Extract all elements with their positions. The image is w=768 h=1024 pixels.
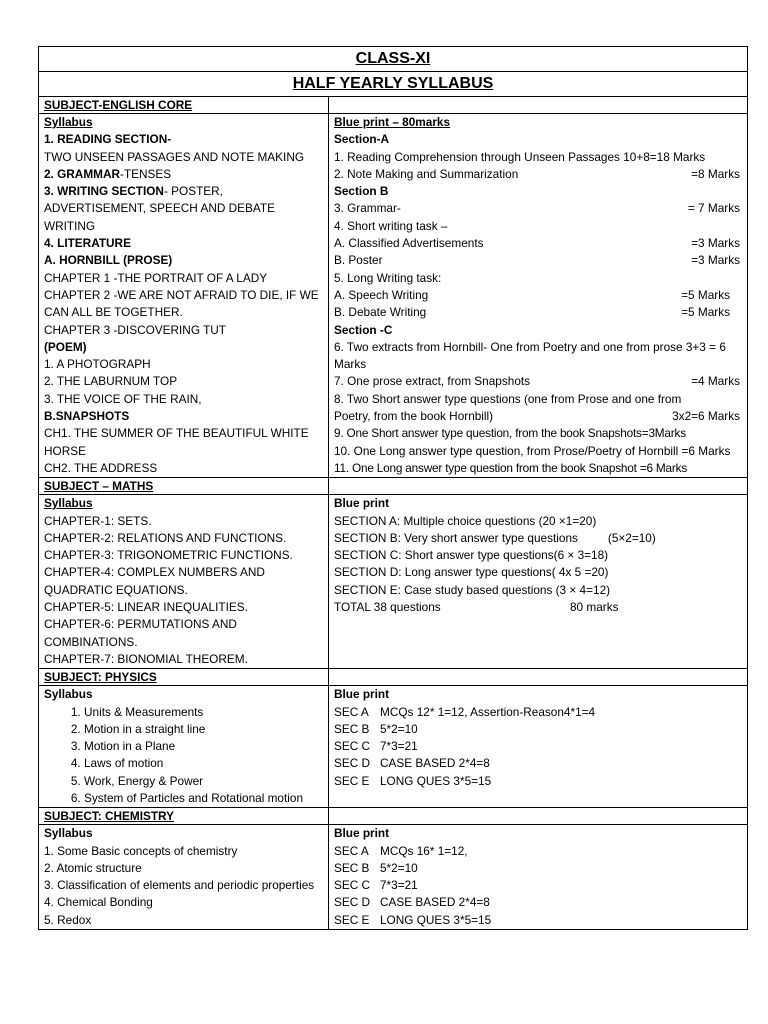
physics-blueprint-item: SEC A MCQs 12* 1=12, Assertion-Reason4*1=4 — [334, 704, 596, 719]
blueprint-item: 11. One Long answer type question from the book Snapshot =6 Marks — [334, 460, 688, 475]
physics-blueprint-item: SEC B 5*2=10 — [334, 721, 418, 736]
physics-topic: 2. Motion in a straight line — [84, 721, 323, 738]
chemistry-blueprint-item: SEC E LONG QUES 3*5=15 — [334, 912, 492, 927]
writing-line: 3. WRITING SECTION- POSTER, ADVERTISEMENT, SPEECH AND DEBATE WRITING — [44, 184, 275, 233]
english-blueprint-heading: Blue print – 80marks — [334, 115, 451, 129]
blueprint-item: 5. Long Writing task: — [334, 270, 442, 285]
chemistry-blueprint-item: SEC C 7*3=21 — [334, 878, 418, 893]
chemistry-blueprint-item: SEC B 5*2=10 — [334, 860, 418, 875]
reading-section-heading: 1. READING SECTION- — [44, 132, 172, 147]
chemistry-subject-row — [39, 808, 748, 825]
maths-syllabus-heading: Syllabus — [44, 496, 93, 511]
chemistry-blueprint-heading: Blue print — [334, 826, 390, 841]
blueprint-item: B. Debate Writing =5 Marks — [334, 305, 730, 320]
syllabus-document — [38, 46, 748, 930]
blueprint-item: Poetry, from the book Hornbill) 3x2=6 Marks — [334, 409, 740, 424]
section-a-heading: Section-A — [334, 132, 390, 147]
chemistry-subject-label: SUBJECT: CHEMISTRY — [39, 808, 329, 825]
physics-blueprint-item: SEC D CASE BASED 2*4=8 — [334, 756, 490, 771]
maths-subject-row — [39, 478, 748, 495]
blueprint-item: 9. One Short answer type question, from the book Snapshots=3Marks — [334, 426, 686, 441]
chemistry-topic: 3. Classification of elements and periodic properties — [44, 878, 315, 893]
grammar-line: 2. GRAMMAR-TENSES — [44, 166, 172, 181]
poem-item: 3. THE VOICE OF THE RAIN, — [44, 391, 202, 406]
maths-subject-label: SUBJECT – MATHS — [39, 478, 329, 495]
maths-chapter: CHAPTER-2: RELATIONS AND FUNCTIONS. — [44, 530, 287, 545]
physics-blueprint-cell — [329, 686, 748, 808]
poem-heading: (POEM) — [44, 339, 87, 354]
literature-heading: 4. LITERATURE — [44, 236, 131, 251]
blueprint-item: 8. Two Short answer type questions (one from Prose and one from — [334, 391, 682, 406]
chemistry-content-row — [39, 825, 748, 930]
physics-topic: 6. System of Particles and Rotational motion — [84, 790, 323, 807]
english-syllabus-heading: Syllabus — [44, 115, 93, 129]
section-c-heading: Section -C — [334, 322, 393, 337]
physics-subject-row — [39, 669, 748, 686]
blueprint-item: 6. Two extracts from Hornbill- One from Poetry and one from prose 3+3 = 6 Marks — [334, 339, 726, 372]
physics-syllabus-heading: Syllabus — [44, 687, 93, 702]
chemistry-topic: 2. Atomic structure — [44, 860, 142, 875]
maths-blueprint-item: SECTION C: Short answer type questions(6 × 3=18) — [334, 548, 609, 563]
physics-topic-list — [44, 704, 323, 808]
poem-item: 2. THE LABURNUM TOP — [44, 374, 178, 389]
class-title-row — [39, 47, 748, 72]
maths-chapter: CHAPTER-5: LINEAR INEQUALITIES. — [44, 600, 248, 615]
blueprint-item: 7. One prose extract, from Snapshots =4 Marks — [334, 374, 740, 389]
blueprint-item: 2. Note Making and Summarization =8 Marks — [334, 166, 740, 181]
maths-total: TOTAL 38 questions 80 marks — [334, 600, 619, 615]
blueprint-item: 10. One Long answer type question, from Prose/Poetry of Hornbill =6 Marks — [334, 443, 731, 458]
prose-chapter: CHAPTER 2 -WE ARE NOT AFRAID TO DIE, IF WE CAN ALL BE TOGETHER. — [44, 287, 319, 320]
physics-blueprint-item: SEC C 7*3=21 — [334, 739, 418, 754]
hornbill-prose-heading: A. HORNBILL (PROSE) — [44, 253, 173, 268]
maths-blueprint-item: SECTION D: Long answer type questions( 4x 5 =20) — [334, 565, 609, 580]
maths-blueprint-item: SECTION A: Multiple choice questions (20 ×1=20) — [334, 513, 597, 528]
blueprint-item: A. Speech Writing =5 Marks — [334, 287, 730, 302]
prose-chapter: CHAPTER 3 -DISCOVERING TUT — [44, 322, 226, 337]
snapshots-chapter: CH1. THE SUMMER OF THE BEAUTIFUL WHITE HORSE — [44, 426, 309, 458]
maths-chapter: CHAPTER-3: TRIGONOMETRIC FUNCTIONS. — [44, 548, 293, 563]
maths-chapter: CHAPTER-1: SETS. — [44, 513, 152, 528]
blueprint-item: A. Classified Advertisements =3 Marks — [334, 236, 740, 251]
maths-chapter: CHAPTER-4: COMPLEX NUMBERS AND QUADRATIC EQUATIONS. — [44, 565, 265, 597]
maths-blueprint-heading: Blue print — [334, 496, 390, 511]
maths-chapter: CHAPTER-7: BIONOMIAL THEOREM. — [44, 651, 248, 666]
section-b-heading: Section B — [334, 184, 389, 199]
snapshots-chapter: CH2. THE ADDRESS — [44, 460, 158, 475]
maths-blueprint-item: SECTION E: Case study based questions (3 × 4=12) — [334, 582, 611, 597]
class-title: CLASS-XI — [39, 47, 748, 72]
reading-section-text: TWO UNSEEN PASSAGES AND NOTE MAKING — [44, 149, 305, 164]
blueprint-item: 1. Reading Comprehension through Unseen Passages 10+8=18 Marks — [334, 149, 706, 164]
chemistry-syllabus-cell — [39, 825, 329, 930]
physics-blueprint-heading: Blue print — [334, 687, 390, 702]
syllabus-title-row — [39, 72, 748, 97]
physics-content-row — [39, 686, 748, 808]
blueprint-item: B. Poster =3 Marks — [334, 253, 740, 268]
prose-chapter: CHAPTER 1 -THE PORTRAIT OF A LADY — [44, 270, 268, 285]
chemistry-syllabus-heading: Syllabus — [44, 826, 93, 841]
maths-content-row — [39, 495, 748, 669]
physics-blueprint-item: SEC E LONG QUES 3*5=15 — [334, 773, 492, 788]
english-content-row — [39, 114, 748, 478]
snapshots-heading: B.SNAPSHOTS — [44, 409, 130, 424]
physics-syllabus-cell — [39, 686, 329, 808]
physics-topic: 4. Laws of motion — [84, 755, 323, 772]
maths-syllabus-cell — [39, 495, 329, 669]
physics-topic: 3. Motion in a Plane — [84, 738, 323, 755]
poem-item: 1. A PHOTOGRAPH — [44, 357, 151, 372]
chemistry-topic: 5. Redox — [44, 912, 92, 927]
physics-topic: 1. Units & Measurements — [84, 704, 323, 721]
english-subject-row — [39, 97, 748, 114]
english-subject-label: SUBJECT-ENGLISH CORE — [39, 97, 329, 114]
chemistry-blueprint-item: SEC D CASE BASED 2*4=8 — [334, 895, 490, 910]
syllabus-table — [38, 46, 748, 930]
chemistry-blueprint-item: SEC A MCQs 16* 1=12, — [334, 843, 468, 858]
half-yearly-title: HALF YEARLY SYLLABUS — [39, 72, 748, 97]
physics-topic: 5. Work, Energy & Power — [84, 773, 323, 790]
english-blueprint-cell — [329, 114, 748, 478]
maths-blueprint-item: SECTION B: Very short answer type questions (5×2=10) — [334, 530, 656, 545]
chemistry-topic: 4. Chemical Bonding — [44, 895, 153, 910]
chemistry-blueprint-cell — [329, 825, 748, 930]
physics-subject-label: SUBJECT: PHYSICS — [39, 669, 329, 686]
maths-blueprint-cell — [329, 495, 748, 669]
chemistry-topic: 1. Some Basic concepts of chemistry — [44, 843, 238, 858]
blueprint-item: 4. Short writing task – — [334, 218, 448, 233]
maths-chapter: CHAPTER-6: PERMUTATIONS AND COMBINATIONS. — [44, 617, 237, 649]
english-syllabus-cell — [39, 114, 329, 478]
blueprint-item: 3. Grammar- = 7 Marks — [334, 201, 740, 216]
